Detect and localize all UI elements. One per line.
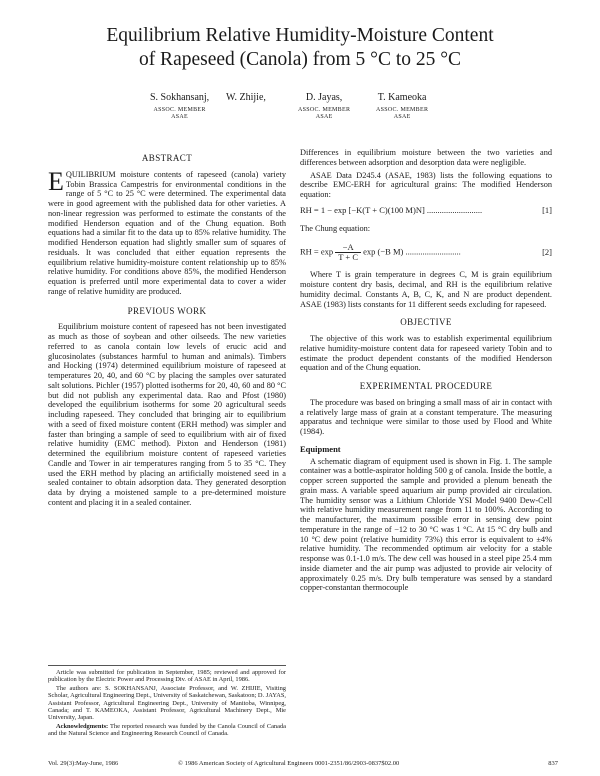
title-line-1: Equilibrium Relative Humidity-Moisture Content — [106, 25, 494, 46]
footnotes — [48, 665, 286, 739]
previous-work-heading: PREVIOUS WORK — [127, 305, 207, 316]
fraction-denominator: T + C — [338, 252, 359, 263]
equation-2-number: [2] — [542, 247, 552, 258]
procedure-heading: EXPERIMENTAL PROCEDURE — [359, 381, 493, 391]
author-membership: ASSOC. MEMBER ASAE — [376, 107, 429, 120]
acknowledgments-text: The reported research was funded by the Canola Council of Canada and the Natural Science and Engineering Research Council of Canada. — [48, 722, 286, 738]
abstract-body: QUILIBRIUM moisture contents of rapeseed (canola) variety Tobin Brassica Campestris for environmental conditions in the range of 5 °C to 25 °C were determined. The experimental data were in good agreement with the published data for other varieties. A non-linear regression was performed to estimate the constants of the modified Henderson equation and of the Chung equation. Both equations had a similar fit to the data up to 85% relative humidity. The modified Henderson equation had slightly smaller sum of squares of residuals. It was concluded that either equation represents the equilibrium relative humidity-moisture content relationship up to 85% relative humidity. For conditions above 85%, the modified Henderson equation is preferred until more experimental data to cover a wider range of relative humidity are produced. — [48, 169, 286, 296]
abstract-heading: ABSTRACT — [141, 153, 193, 163]
footnote-acknowledgments — [48, 723, 286, 738]
author-name: D. Jayas, — [305, 92, 343, 103]
right-paragraph-2: ASAE Data D245.4 (ASAE, 1983) lists the following equations to describe EMC-ERH for agricultural grains: The modified Henderson equation: — [300, 170, 552, 199]
author-membership: ASSOC. MEMBER ASAE — [153, 107, 206, 120]
right-column — [300, 148, 552, 593]
equation-1-number: [1] — [542, 204, 552, 215]
procedure-text: The procedure was based on bringing a small mass of air in contact with a relatively large mass of grain at a constant temperature. The measuring apparatus and technique were similar to those used by Flood and White (1984). — [300, 397, 552, 436]
drop-cap: E — [48, 166, 64, 196]
equation-2-rhs: exp (−B M) .......................... — [363, 246, 461, 257]
author-membership: ASSOC. MEMBER ASAE — [298, 107, 351, 120]
chung-intro: The Chung equation: — [300, 223, 371, 233]
left-column — [48, 148, 286, 508]
equation-2-fraction — [335, 243, 361, 262]
fraction-numerator: −A — [335, 243, 361, 253]
equation-2-lhs: RH = exp — [300, 246, 334, 257]
equipment-text: A schematic diagram of equipment used is shown in Fig. 1. The sample container was a bottle-aspirator holding 500 g of canola. Inside the bottle, a copper screen supported the sample and provided a plenum beneath the grain mass. A variable speed aquarium air pump provided air circulation. The humidity sensor was a Lithium Chloride YSI Model 9400 Dew-Cell with relative humidity measurement range from 11 to 100%. According to the manufacturer, the maximum possible error in sensing dew point temperature in the range of −12 to 30 °C was 1 °C. At 15 °C dry bulb and 10 °C dew point (relative humidity 73%) this error is equivalent to ±4% relative humidity. The recommended optimum air velocity for a stable response was 0.1-1.0 m/s. The dew cell was housed in a steel pipe 25.4 mm inside diameter and the air pump was adjusted to provide air velocity of approximately 0.25 m/s. Dry bulb temperature was sensed by a standard copper-constantan thermocouple — [300, 456, 552, 593]
equation-1 — [300, 206, 552, 216]
footnote-authors: The authors are: S. SOKHANSANJ, Associate Professor, and W. ZHIJIE, Visiting Scholar, Agricultural Engineering Dept., University of Saskatchewan, Saskatoon; D. JAYAS, Assistant Professor, Agricultural Engineering Dept., University of Manitoba, Winnipeg, Canada; and T. KAMEOKA, Assistant Professor, Agricultural Machinery Dept., Mie University, Japan. — [48, 684, 286, 722]
author-2 — [226, 92, 266, 107]
page-footer — [48, 760, 558, 770]
right-paragraph-1: Differences in equilibrium moisture between the two varieties and differences between adsorption and desorption data were negligible. — [300, 148, 552, 167]
equation-2 — [300, 243, 552, 262]
objective-heading: OBJECTIVE — [400, 317, 452, 328]
author-name: S. Sokhansanj, — [150, 92, 210, 103]
equation-1-body: RH = 1 − exp [−K(T + C)(100 M)N] .......................... — [300, 204, 483, 215]
objective-text: The objective of this work was to establish experimental equilibrium relative humidity-moisture content data for rapeseed variety Tobin and to estimate the product dependent constants of the modified Henderson equation and of the Chung equation. — [300, 334, 552, 373]
right-paragraph-3: Where T is grain temperature in degrees C, M is grain equilibrium moisture content dry basis, decimal, and RH is the equilibrium relative humidity decimal. Constants A, B, C, K, and N are product dependent. ASAE (1983) lists constants for 11 different seeds excluding for rapeseed. — [300, 270, 552, 309]
author-name: T. Kameoka — [377, 92, 427, 103]
previous-work-text: Equilibrium moisture content of rapeseed has not been investigated as much as those of soybean and other oilseeds. The new varieties referred to as canola contain low levels of erucic acid and glucosinolates (substances harmful to human and animals). Timbers and Hocking (1974) determined equilibrium moisture of rapeseed at temperatures 20, 40, and 60 °C by placing the samples over saturated salt solutions. Pichler (1957) plotted isotherms for 20, 40, 60 and 80 °C but did not publish any experimental data. Rao and Pfost (1980) developed the equilibrium isotherms for some 20 agricultural seeds including rapeseed. They concluded that bringing air to equilibrium with a seed of fixed moisture content (ERH method) was simpler and faster than bringing a sample of seed to equilibrium with air of fixed relative humidity (EMC method). Pixton and Henderson (1981) determined the equilibrium moisture content of rapeseed varieties Candle and Tower in air temperatures ranging from 5 to 35 °C. They used the ERH method by placing an artificially moistened seed in a sealed container to obtain adsorption data. They generated desorption data by drying a moistened sample to a pre-determined moisture content and placing it in a sealed container. — [48, 322, 286, 507]
acknowledgments-label: Acknowledgments: — [56, 722, 109, 730]
author-3 — [298, 92, 350, 121]
abstract-text — [48, 166, 286, 297]
footer-copyright: © 1986 American Society of Agricultural Engineers 0001-2351/86/2903-0837$02.00 — [178, 760, 400, 767]
footnote-submission: Article was submitted for publication in September, 1985; reviewed and approved for publication by the Electric Power and Processing Div. of ASAE in April, 1986. — [48, 669, 286, 684]
title-line-2: of Rapeseed (Canola) from 5 °C to 25 °C — [138, 49, 462, 70]
page-number: 837 — [548, 760, 558, 767]
footer-volume: Vol. 29(3):May-June, 1986 — [48, 760, 119, 767]
author-name: W. Zhijie, — [226, 92, 266, 103]
paper-title — [40, 24, 560, 72]
equipment-heading: Equipment — [300, 443, 341, 454]
author-1 — [150, 92, 209, 121]
author-4 — [376, 92, 428, 121]
